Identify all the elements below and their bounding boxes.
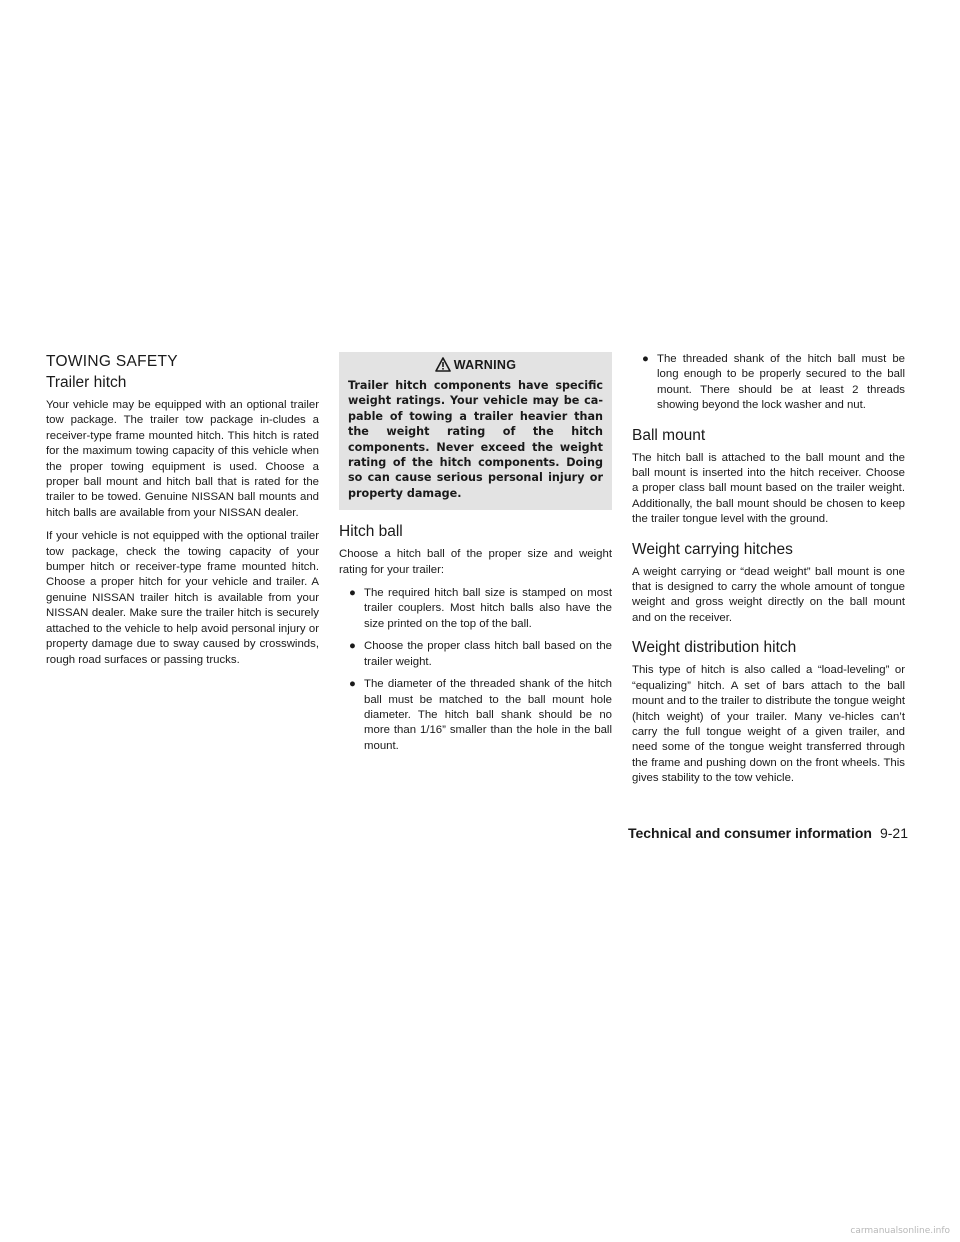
subtitle-weight-carrying-hitches: Weight carrying hitches (632, 540, 793, 558)
column-1 (46, 352, 319, 676)
bullet-icon: ● (349, 678, 356, 691)
column-2 (339, 352, 612, 761)
subtitle-hitch-ball: Hitch ball (339, 523, 403, 541)
paragraph-no-tow-package: If your vehicle is not equipped with the optional trailer tow package, check the towing capacity of your bumper hitch or receiver-type frame mounted hitch. Choose a proper hitch for your vehicle and trailer. A genuine NISSAN trailer hitch is available from your NISSAN dealer. Make sure the trailer hitch is securely attached to the vehicle to help avoid personal injury or property damage due to sway caused by crosswinds, rough road surfaces or passing trucks. (46, 530, 319, 666)
warning-label: WARNING (453, 358, 517, 372)
page-number: 9-21 (879, 825, 908, 841)
warning-box (339, 352, 612, 510)
page-footer (628, 825, 908, 841)
hitch-ball-bullets (339, 586, 612, 754)
list-item: ● The threaded shank of the hitch ball must be long enough to be properly secured to the ball mount. There should be at least 2 threads showing beyond the lock washer and nut. (642, 353, 905, 412)
hitch-ball-bullets-continued (632, 352, 905, 414)
column-3 (632, 352, 905, 795)
list-item: ● Choose the proper class hitch ball based on the trailer weight. (349, 640, 612, 668)
subtitle-ball-mount: Ball mount (632, 426, 706, 444)
chapter-title: Technical and consumer information (627, 825, 872, 841)
bullet-icon: ● (349, 587, 356, 600)
subtitle-trailer-hitch: Trailer hitch (46, 374, 127, 391)
bullet-icon: ● (642, 353, 649, 365)
bullet-icon: ● (349, 640, 356, 653)
paragraph-ball-mount: The hitch ball is attached to the ball mount and the ball mount is inserted into the hitch receiver. Choose a proper class ball mount based on the trailer weight. Additionally, the ball mount should be chosen to keep the trailer tongue level with the ground. (632, 451, 905, 526)
warning-triangle-icon (435, 357, 451, 372)
hitch-ball-intro: Choose a hitch ball of the proper size and weight rating for your trailer: (339, 548, 612, 576)
paragraph-trailer-tow-package: Your vehicle may be equipped with an optional trailer tow package. The trailer tow package in-cludes a receiver-type frame mounted hitch. This hitch is rated for the maximum towing capacity of this vehicle when the proper towing equipment is used. Choose a proper ball mount and hitch ball that is rated for the trailer to be towed. Genuine NISSAN ball mounts and hitch balls are available from your NISSAN dealer. (46, 399, 319, 519)
list-item: ● The diameter of the threaded shank of the hitch ball must be matched to the ball mount hole diameter. The hitch ball shank should be no more than 1/16” smaller than the hole in the ball mount. (349, 678, 612, 752)
watermark: carmanualsonline.info (850, 1226, 950, 1236)
paragraph-weight-carrying: A weight carrying or “dead weight” ball mount is one that is designed to carry the whole amount of tongue weight and gross weight directly on the ball mount and on the receiver. (632, 565, 905, 624)
list-item: ● The required hitch ball size is stamped on most trailer couplers. Most hitch balls also have the size printed on the top of the ball. (349, 587, 612, 630)
section-title: TOWING SAFETY (46, 353, 178, 370)
warning-header (348, 356, 603, 374)
warning-text: Trailer hitch components have specific weight ratings. Your vehicle may be ca-pable of towing a trailer heavier than the weight rating of the hitch components. Never exceed the weight rating of the hitch components. Doing so can cause serious personal injury or property damage. (348, 379, 603, 500)
subtitle-weight-distribution-hitch: Weight distribution hitch (632, 639, 797, 657)
paragraph-weight-distribution: This type of hitch is also called a “load-leveling” or “equalizing” hitch. A set of bars attach to the ball mount and to the trailer to distribute the tongue weight (hitch weight) of your trailer. Many ve-hicles can’t carry the full tongue weight of a given trailer, and need some of the tongue weight transferred through the frame and pushing down on the front wheels. This gives stability to the tow vehicle. (632, 664, 905, 785)
